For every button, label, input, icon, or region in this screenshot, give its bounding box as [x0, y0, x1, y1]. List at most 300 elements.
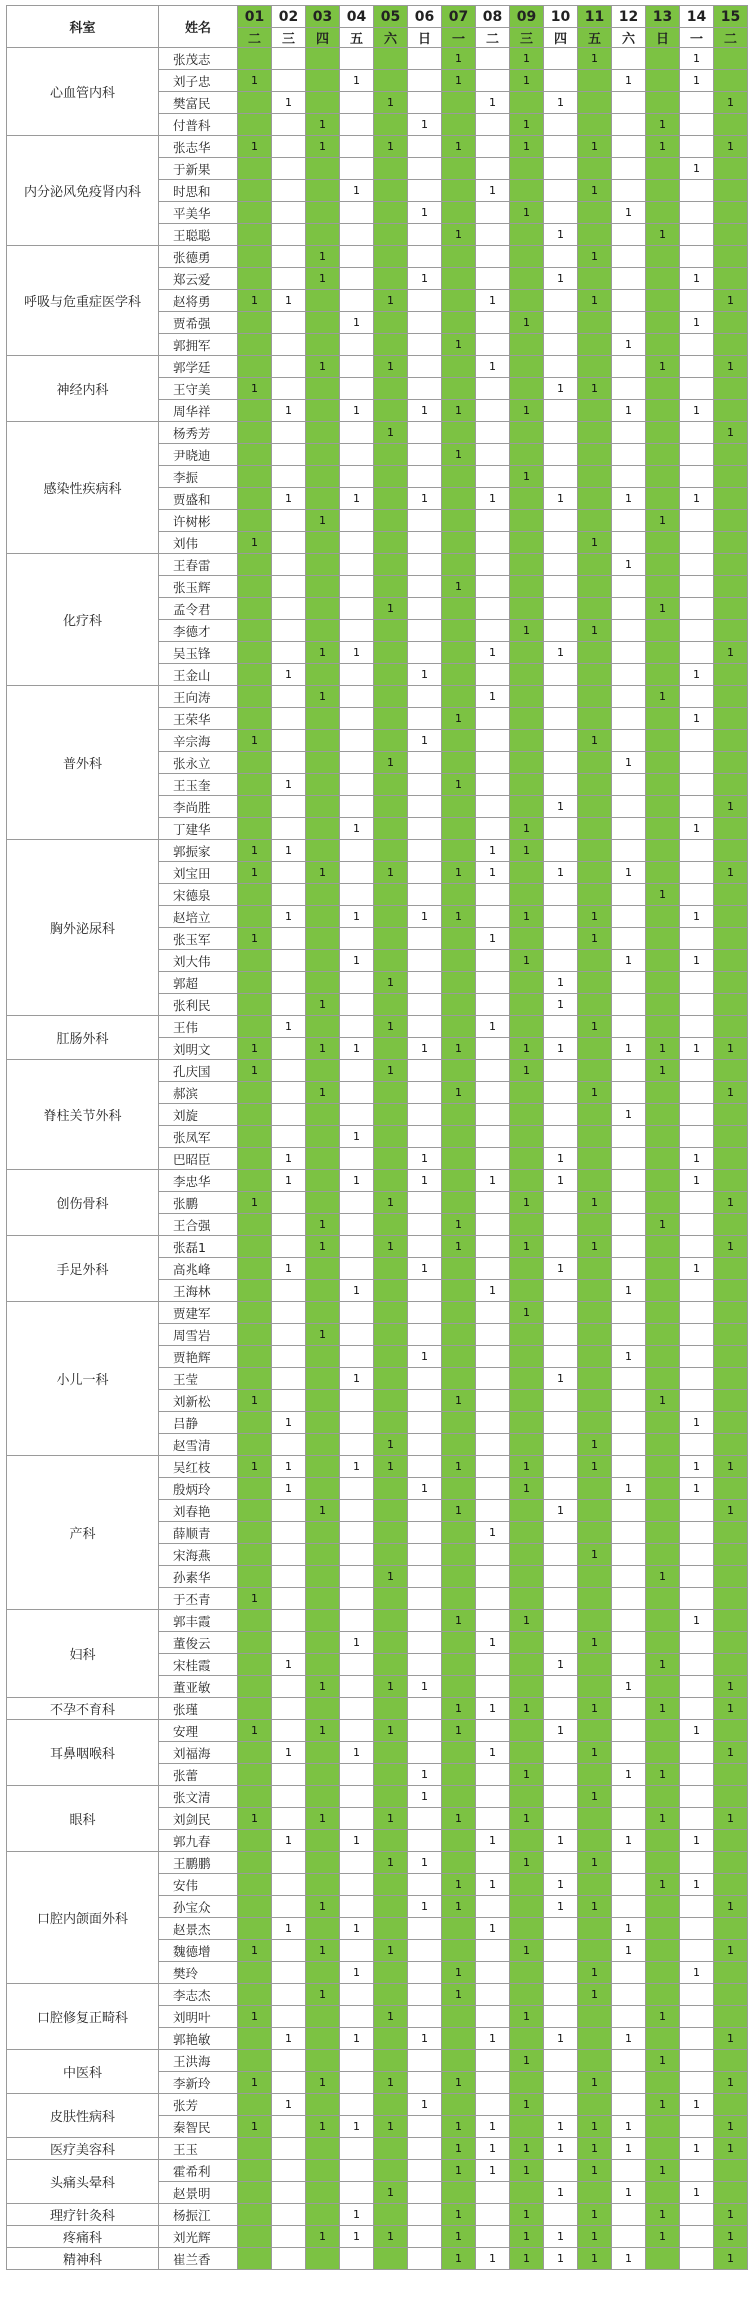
duty-cell [680, 2248, 714, 2270]
duty-cell [714, 928, 748, 950]
duty-cell [238, 312, 272, 334]
duty-cell [340, 730, 374, 752]
duty-cell [612, 1808, 646, 1830]
duty-cell [340, 1324, 374, 1346]
duty-cell [374, 2248, 408, 2270]
duty-cell [238, 466, 272, 488]
duty-mark: 1 [272, 1148, 306, 1170]
duty-cell [476, 1104, 510, 1126]
duty-cell [340, 928, 374, 950]
duty-cell [714, 554, 748, 576]
weekday-header-4: 五 [340, 28, 374, 48]
duty-cell [442, 884, 476, 906]
duty-cell [306, 1698, 340, 1720]
duty-cell [442, 290, 476, 312]
table-row [7, 840, 748, 862]
duty-cell [408, 1280, 442, 1302]
duty-mark: 1 [340, 1742, 374, 1764]
duty-cell [442, 510, 476, 532]
duty-mark: 1 [544, 994, 578, 1016]
duty-cell [646, 1786, 680, 1808]
duty-cell [272, 1720, 306, 1742]
duty-cell [476, 752, 510, 774]
duty-cell [442, 1742, 476, 1764]
duty-cell [476, 1764, 510, 1786]
duty-mark: 1 [646, 1390, 680, 1412]
duty-cell [544, 1808, 578, 1830]
staff-name-cell: 时思和 [159, 180, 238, 202]
duty-cell [476, 774, 510, 796]
duty-cell [544, 1192, 578, 1214]
duty-cell [476, 1324, 510, 1346]
duty-cell [340, 268, 374, 290]
duty-cell [272, 158, 306, 180]
duty-cell [340, 1500, 374, 1522]
staff-name-cell: 郑云爱 [159, 268, 238, 290]
duty-cell [476, 1214, 510, 1236]
duty-mark: 1 [544, 488, 578, 510]
duty-cell [408, 884, 442, 906]
duty-mark: 1 [612, 2182, 646, 2204]
duty-cell [238, 202, 272, 224]
duty-cell [544, 1346, 578, 1368]
duty-mark: 1 [374, 1456, 408, 1478]
duty-cell [612, 378, 646, 400]
duty-mark: 1 [646, 114, 680, 136]
duty-cell [340, 1764, 374, 1786]
duty-cell [578, 1324, 612, 1346]
duty-mark: 1 [680, 950, 714, 972]
duty-mark: 1 [442, 1082, 476, 1104]
duty-cell [340, 1104, 374, 1126]
duty-mark: 1 [578, 2138, 612, 2160]
duty-cell [510, 1742, 544, 1764]
duty-cell [238, 1610, 272, 1632]
duty-cell [374, 1962, 408, 1984]
duty-cell [646, 862, 680, 884]
duty-cell [646, 1610, 680, 1632]
duty-cell [306, 1434, 340, 1456]
duty-cell [544, 70, 578, 92]
weekday-header-7: 一 [442, 28, 476, 48]
duty-cell [306, 1412, 340, 1434]
duty-cell [612, 774, 646, 796]
duty-cell [238, 1764, 272, 1786]
staff-name-cell: 王玉奎 [159, 774, 238, 796]
duty-cell [578, 312, 612, 334]
duty-cell [442, 1830, 476, 1852]
duty-cell [612, 642, 646, 664]
duty-cell [238, 1302, 272, 1324]
duty-mark: 1 [578, 2160, 612, 2182]
duty-cell [578, 92, 612, 114]
duty-cell [714, 1874, 748, 1896]
duty-cell [646, 70, 680, 92]
duty-cell [442, 796, 476, 818]
duty-mark: 1 [714, 1192, 748, 1214]
duty-cell [408, 2050, 442, 2072]
duty-cell [510, 1148, 544, 1170]
duty-mark: 1 [646, 1654, 680, 1676]
duty-cell [646, 1192, 680, 1214]
duty-cell [646, 840, 680, 862]
duty-cell [510, 2072, 544, 2094]
duty-cell [408, 862, 442, 884]
duty-cell [408, 1016, 442, 1038]
duty-cell [544, 774, 578, 796]
staff-name-cell: 付普科 [159, 114, 238, 136]
duty-cell [272, 862, 306, 884]
duty-mark: 1 [238, 532, 272, 554]
duty-cell [238, 334, 272, 356]
duty-mark: 1 [374, 1192, 408, 1214]
duty-cell [680, 1522, 714, 1544]
duty-mark: 1 [612, 400, 646, 422]
duty-mark: 1 [714, 2116, 748, 2138]
duty-cell [306, 2248, 340, 2270]
duty-cell [238, 1434, 272, 1456]
duty-cell [646, 664, 680, 686]
duty-cell [306, 532, 340, 554]
duty-cell [510, 334, 544, 356]
staff-name-cell: 宋德泉 [159, 884, 238, 906]
duty-mark: 1 [374, 1060, 408, 1082]
duty-cell [612, 268, 646, 290]
duty-cell [306, 664, 340, 686]
duty-cell [306, 1962, 340, 1984]
duty-cell [238, 1346, 272, 1368]
duty-mark: 1 [374, 1940, 408, 1962]
duty-cell [544, 400, 578, 422]
duty-cell [578, 202, 612, 224]
duty-cell [272, 884, 306, 906]
duty-cell [510, 2182, 544, 2204]
duty-mark: 1 [612, 1104, 646, 1126]
duty-mark: 1 [578, 1984, 612, 2006]
staff-name-cell: 巴昭臣 [159, 1148, 238, 1170]
duty-mark: 1 [442, 2138, 476, 2160]
duty-cell [646, 1236, 680, 1258]
duty-mark: 1 [374, 356, 408, 378]
duty-cell [714, 1412, 748, 1434]
duty-cell [510, 1632, 544, 1654]
staff-name-cell: 王洪海 [159, 2050, 238, 2072]
duty-cell [374, 1170, 408, 1192]
duty-mark: 1 [714, 290, 748, 312]
duty-cell [408, 246, 442, 268]
duty-cell [578, 1280, 612, 1302]
duty-mark: 1 [408, 1258, 442, 1280]
duty-cell [238, 576, 272, 598]
duty-cell [544, 466, 578, 488]
duty-cell [680, 1566, 714, 1588]
duty-cell [680, 1192, 714, 1214]
duty-cell [272, 1434, 306, 1456]
duty-cell [272, 532, 306, 554]
staff-name-cell: 张芳 [159, 2094, 238, 2116]
duty-cell [272, 2138, 306, 2160]
duty-mark: 1 [408, 114, 442, 136]
staff-name-cell: 李忠华 [159, 1170, 238, 1192]
duty-cell [476, 1434, 510, 1456]
duty-cell [510, 356, 544, 378]
duty-cell [680, 1764, 714, 1786]
staff-name-cell: 孙素华 [159, 1566, 238, 1588]
duty-cell [408, 224, 442, 246]
duty-mark: 1 [408, 400, 442, 422]
table-row [7, 1302, 748, 1324]
duty-cell [510, 1104, 544, 1126]
duty-cell [510, 290, 544, 312]
duty-mark: 1 [340, 312, 374, 334]
duty-cell [714, 1962, 748, 1984]
duty-cell [544, 576, 578, 598]
duty-cell [238, 642, 272, 664]
duty-cell [476, 1478, 510, 1500]
duty-cell [714, 1104, 748, 1126]
duty-cell [612, 1082, 646, 1104]
duty-cell [238, 1698, 272, 1720]
duty-cell [680, 334, 714, 356]
duty-cell [714, 1632, 748, 1654]
duty-mark: 1 [442, 1720, 476, 1742]
duty-mark: 1 [680, 1038, 714, 1060]
duty-cell [442, 1170, 476, 1192]
duty-mark: 1 [646, 136, 680, 158]
duty-cell [306, 972, 340, 994]
duty-mark: 1 [544, 224, 578, 246]
duty-cell [408, 444, 442, 466]
duty-mark: 1 [408, 730, 442, 752]
duty-cell [646, 2248, 680, 2270]
duty-cell [272, 2160, 306, 2182]
duty-cell [510, 422, 544, 444]
duty-cell [510, 510, 544, 532]
duty-cell [306, 2006, 340, 2028]
duty-cell [340, 1588, 374, 1610]
duty-mark: 1 [238, 378, 272, 400]
duty-cell [374, 708, 408, 730]
duty-cell [306, 1258, 340, 1280]
duty-cell [544, 312, 578, 334]
duty-cell [646, 1280, 680, 1302]
duty-cell [714, 1654, 748, 1676]
staff-name-cell: 董俊云 [159, 1632, 238, 1654]
duty-cell [510, 92, 544, 114]
duty-cell [306, 2182, 340, 2204]
duty-cell [408, 1654, 442, 1676]
duty-cell [238, 818, 272, 840]
duty-mark: 1 [680, 1478, 714, 1500]
staff-name-cell: 刘宝田 [159, 862, 238, 884]
duty-cell [476, 1302, 510, 1324]
duty-mark: 1 [714, 2138, 748, 2160]
duty-cell [476, 334, 510, 356]
duty-cell [442, 1104, 476, 1126]
duty-cell [578, 2006, 612, 2028]
duty-mark: 1 [714, 1456, 748, 1478]
duty-mark: 1 [442, 774, 476, 796]
duty-cell [476, 576, 510, 598]
duty-cell [306, 620, 340, 642]
staff-name-cell: 安理 [159, 1720, 238, 1742]
duty-cell [408, 1940, 442, 1962]
duty-cell [612, 2160, 646, 2182]
staff-name-cell: 张玉军 [159, 928, 238, 950]
duty-cell [408, 576, 442, 598]
duty-cell [306, 1588, 340, 1610]
duty-mark: 1 [646, 884, 680, 906]
duty-cell [476, 2226, 510, 2248]
staff-name-cell: 于新果 [159, 158, 238, 180]
department-cell: 医疗美容科 [7, 2138, 159, 2160]
duty-cell [612, 2050, 646, 2072]
duty-mark: 1 [374, 1720, 408, 1742]
duty-mark: 1 [714, 2072, 748, 2094]
duty-cell [612, 1874, 646, 1896]
duty-cell [612, 180, 646, 202]
duty-cell [714, 884, 748, 906]
duty-mark: 1 [680, 2094, 714, 2116]
duty-cell [238, 884, 272, 906]
duty-cell [680, 1280, 714, 1302]
duty-cell [306, 1742, 340, 1764]
duty-cell [272, 620, 306, 642]
duty-cell [238, 488, 272, 510]
duty-cell [272, 1214, 306, 1236]
duty-cell [442, 1588, 476, 1610]
duty-mark: 1 [442, 224, 476, 246]
duty-mark: 1 [578, 2226, 612, 2248]
duty-cell [272, 1588, 306, 1610]
duty-cell [340, 686, 374, 708]
duty-cell [340, 356, 374, 378]
duty-cell [510, 1676, 544, 1698]
duty-cell [238, 950, 272, 972]
duty-cell [238, 1016, 272, 1038]
duty-cell [408, 1368, 442, 1390]
duty-cell [374, 664, 408, 686]
duty-cell [714, 752, 748, 774]
duty-cell [374, 1632, 408, 1654]
duty-mark: 1 [306, 1676, 340, 1698]
duty-cell [714, 1830, 748, 1852]
duty-mark: 1 [408, 2028, 442, 2050]
duty-cell [612, 466, 646, 488]
duty-cell [306, 818, 340, 840]
duty-mark: 1 [578, 136, 612, 158]
duty-cell [238, 2226, 272, 2248]
duty-cell [408, 70, 442, 92]
duty-mark: 1 [340, 180, 374, 202]
duty-cell [374, 1038, 408, 1060]
staff-name-cell: 赵景明 [159, 2182, 238, 2204]
staff-name-cell: 樊富民 [159, 92, 238, 114]
staff-name-cell: 张永立 [159, 752, 238, 774]
duty-cell [340, 2006, 374, 2028]
duty-mark: 1 [544, 2226, 578, 2248]
duty-cell [340, 1346, 374, 1368]
duty-cell [646, 268, 680, 290]
staff-name-cell: 董亚敏 [159, 1676, 238, 1698]
duty-cell [340, 466, 374, 488]
duty-cell [544, 818, 578, 840]
duty-cell [306, 466, 340, 488]
duty-cell [612, 928, 646, 950]
duty-cell [646, 92, 680, 114]
duty-cell [476, 1082, 510, 1104]
duty-cell [646, 774, 680, 796]
duty-cell [578, 1412, 612, 1434]
duty-cell [714, 334, 748, 356]
duty-cell [476, 1500, 510, 1522]
duty-cell [612, 1456, 646, 1478]
duty-cell [612, 312, 646, 334]
duty-cell [510, 1918, 544, 1940]
duty-cell [340, 708, 374, 730]
duty-mark: 1 [306, 1324, 340, 1346]
duty-mark: 1 [408, 488, 442, 510]
duty-cell [578, 576, 612, 598]
duty-mark: 1 [646, 2226, 680, 2248]
duty-cell [578, 1720, 612, 1742]
duty-cell [510, 1126, 544, 1148]
duty-cell [476, 1258, 510, 1280]
duty-cell [374, 1082, 408, 1104]
duty-cell [476, 1566, 510, 1588]
duty-mark: 1 [272, 1016, 306, 1038]
department-cell: 内分泌风免疫肾内科 [7, 136, 159, 246]
duty-cell [510, 1984, 544, 2006]
duty-cell [510, 642, 544, 664]
duty-cell [646, 378, 680, 400]
duty-cell [578, 444, 612, 466]
staff-name-cell: 尹晓迪 [159, 444, 238, 466]
department-cell: 妇科 [7, 1610, 159, 1698]
duty-mark: 1 [408, 664, 442, 686]
duty-cell [238, 1962, 272, 1984]
duty-cell [408, 1918, 442, 1940]
duty-cell [476, 114, 510, 136]
duty-cell [680, 576, 714, 598]
duty-cell [680, 1896, 714, 1918]
duty-cell [408, 1236, 442, 1258]
duty-cell [714, 1368, 748, 1390]
duty-cell [714, 972, 748, 994]
duty-cell [272, 2072, 306, 2094]
duty-mark: 1 [476, 928, 510, 950]
duty-cell [476, 246, 510, 268]
duty-cell [646, 554, 680, 576]
duty-cell [272, 1324, 306, 1346]
duty-cell [476, 1192, 510, 1214]
schedule-body [7, 48, 748, 2270]
duty-mark: 1 [578, 1236, 612, 1258]
duty-cell [476, 884, 510, 906]
duty-cell [714, 774, 748, 796]
table-row [7, 246, 748, 268]
duty-mark: 1 [306, 510, 340, 532]
duty-cell [306, 70, 340, 92]
duty-cell [510, 708, 544, 730]
duty-cell [680, 730, 714, 752]
staff-name-cell: 殷炳玲 [159, 1478, 238, 1500]
duty-cell [272, 752, 306, 774]
duty-cell [272, 730, 306, 752]
duty-mark: 1 [646, 1214, 680, 1236]
staff-name-cell: 郝滨 [159, 1082, 238, 1104]
day-header-03: 03 [306, 6, 340, 28]
